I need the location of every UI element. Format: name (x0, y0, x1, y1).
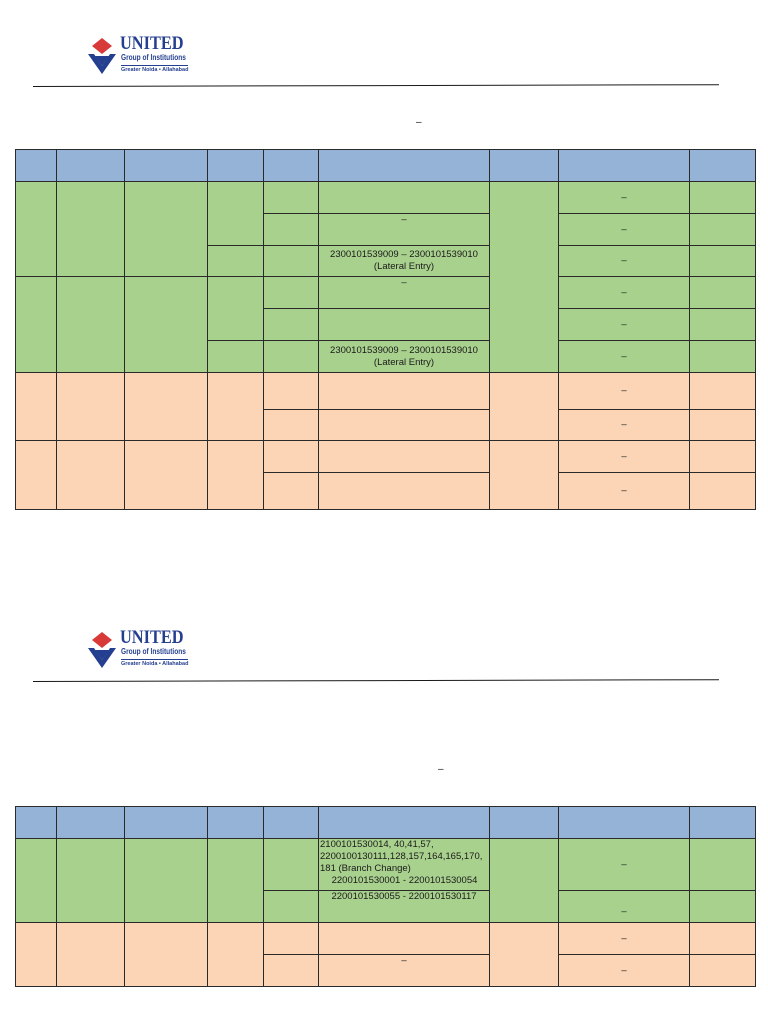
table-header-row (16, 150, 756, 182)
time-dash: – (621, 223, 627, 235)
roll-list-line: 2200100130111,128,157,164,165,170, (320, 851, 483, 862)
logo-name: UNITED (120, 627, 184, 648)
table-header-row (16, 807, 756, 839)
institution-logo-page2 (86, 627, 190, 672)
time-dash: – (621, 191, 627, 203)
time-dash: – (621, 450, 627, 462)
roll-number-range: 2200101530055 - 2200101530117 (331, 891, 477, 902)
united-emblem-icon (86, 36, 118, 74)
roll-number-range: 2200101530001 - 2200101530054 (331, 875, 478, 886)
roll-list-line: 2100101530014, 40,41,57, (320, 839, 434, 850)
time-dash: – (621, 286, 627, 298)
logo-subtitle: Group of Institutions (121, 53, 186, 62)
logo-location: Greater Noida • Allahabad (121, 67, 189, 73)
time-dash: – (621, 255, 627, 266)
time-dash: – (621, 858, 627, 870)
table-row (16, 373, 756, 410)
time-dash: – (621, 385, 627, 396)
time-dash: – (621, 485, 627, 496)
logo-name: UNITED (120, 33, 184, 54)
roll-list-line: 181 (Branch Change) (320, 863, 411, 874)
table-row (16, 182, 756, 214)
time-dash: – (621, 964, 627, 976)
roll-range: – (401, 214, 407, 225)
page2-title-dash: – (438, 764, 444, 775)
roll-number-range: 2300101539009 – 2300101539010 (330, 249, 478, 260)
table-row (16, 277, 756, 309)
table-row (16, 441, 756, 473)
united-emblem-icon (86, 630, 118, 668)
roll-note: (Lateral Entry) (373, 261, 435, 272)
logo-subtitle: Group of Institutions (121, 647, 186, 656)
header-divider-page2 (33, 679, 719, 682)
time-dash: – (621, 318, 627, 330)
time-dash: – (621, 932, 627, 944)
roll-number-range: 2300101539009 – 2300101539010 (330, 344, 478, 356)
logo-location: Greater Noida • Allahabad (121, 661, 189, 667)
page1-title-dash: – (416, 117, 422, 128)
schedule-table-1 (15, 149, 756, 510)
time-dash: – (621, 350, 627, 362)
roll-range: – (401, 955, 407, 966)
time-dash: – (621, 419, 627, 430)
institution-logo (86, 33, 190, 78)
time-dash: – (621, 906, 627, 917)
roll-range: – (401, 277, 407, 288)
schedule-table-2 (15, 806, 756, 987)
roll-note: (Lateral Entry) (373, 356, 435, 368)
header-divider (33, 84, 719, 87)
table-row (16, 923, 756, 955)
table-row (16, 839, 756, 891)
